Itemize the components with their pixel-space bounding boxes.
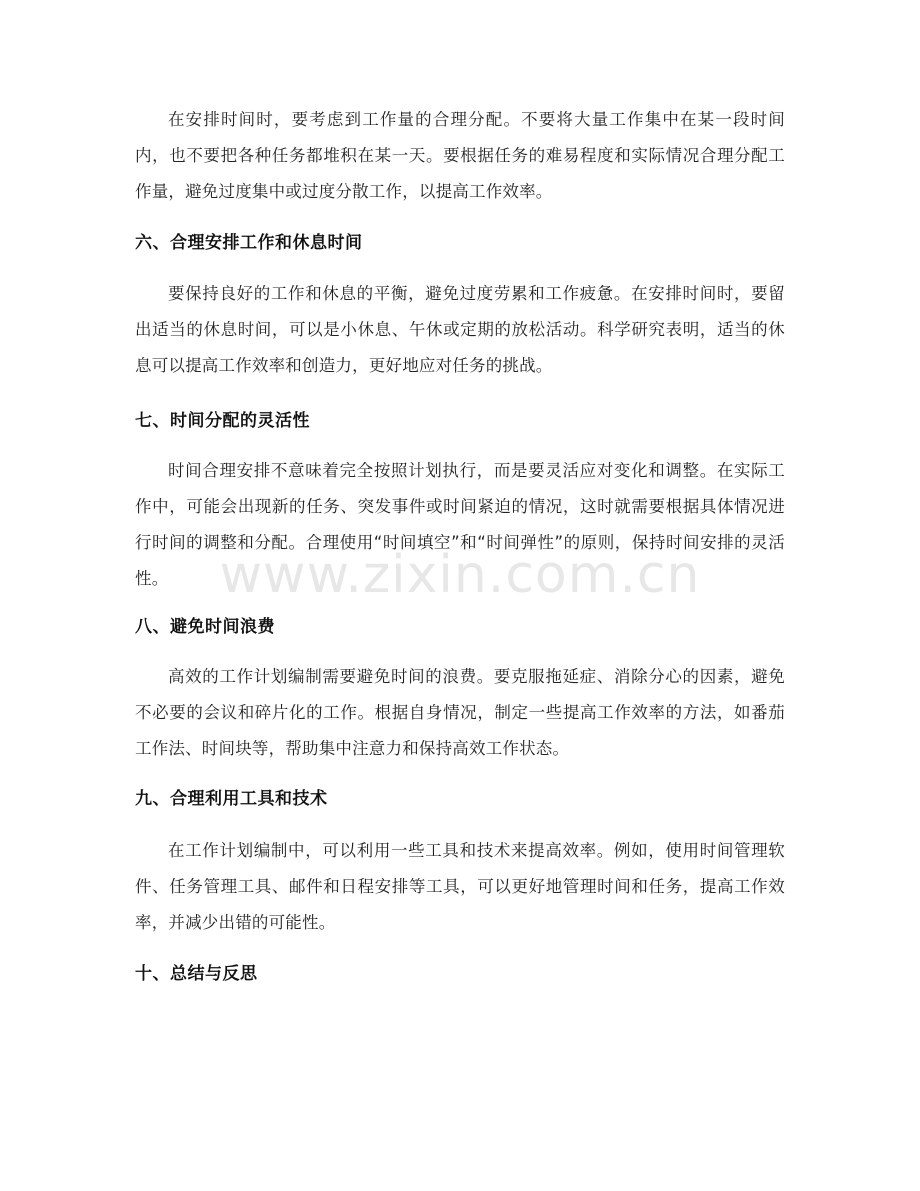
intro-paragraph: 在安排时间时，要考虑到工作量的合理分配。不要将大量工作集中在某一段时间内，也不要把各种任务都堆积在某一天。要根据任务的难易程度和实际情况合理分配工作量，避免过度集中或过度分散工作，以提高工作效率。	[135, 110, 785, 201]
section-heading: 六、合理安排工作和休息时间	[135, 233, 363, 253]
section-body-8	[135, 659, 785, 767]
section-paragraph: 时间合理安排不意味着完全按照计划执行，而是要灵活应对变化和调整。在实际工作中，可能会出现新的任务、突发事件或时间紧迫的情况，这时就需要根据具体情况进行时间的调整和分配。合理使用“时间填空”和“时间弹性”的原则，保持时间安排的灵活性。	[135, 461, 785, 588]
section-heading: 七、时间分配的灵活性	[135, 411, 310, 431]
section-body-9	[135, 833, 785, 941]
section-paragraph: 在工作计划编制中，可以利用一些工具和技术来提高效率。例如，使用时间管理软件、任务管理工具、邮件和日程安排等工具，可以更好地管理时间和任务，提高工作效率，并减少出错的可能性。	[135, 841, 785, 932]
section-heading: 十、总结与反思	[135, 964, 258, 984]
section-heading: 八、避免时间浪费	[135, 617, 275, 637]
section-heading-7	[135, 407, 785, 435]
section-body-7	[135, 453, 785, 597]
section-heading-9	[135, 785, 785, 813]
section-heading-8	[135, 613, 785, 641]
section-heading-10	[135, 960, 785, 988]
watermark-text: www.zixin.com.cn	[219, 545, 701, 605]
intro-block	[135, 102, 785, 210]
section-heading: 九、合理利用工具和技术	[135, 789, 328, 809]
section-paragraph: 要保持良好的工作和休息的平衡，避免过度劳累和工作疲惫。在安排时间时，要留出适当的休息时间，可以是小休息、午休或定期的放松活动。科学研究表明，适当的休息可以提高工作效率和创造力，更好地应对任务的挑战。	[135, 284, 785, 375]
section-paragraph: 高效的工作计划编制需要避免时间的浪费。要克服拖延症、消除分心的因素，避免不必要的会议和碎片化的工作。根据自身情况，制定一些提高工作效率的方法，如番茄工作法、时间块等，帮助集中注意力和保持高效工作状态。	[135, 667, 785, 758]
section-body-6	[135, 276, 785, 384]
section-heading-6	[135, 229, 785, 257]
